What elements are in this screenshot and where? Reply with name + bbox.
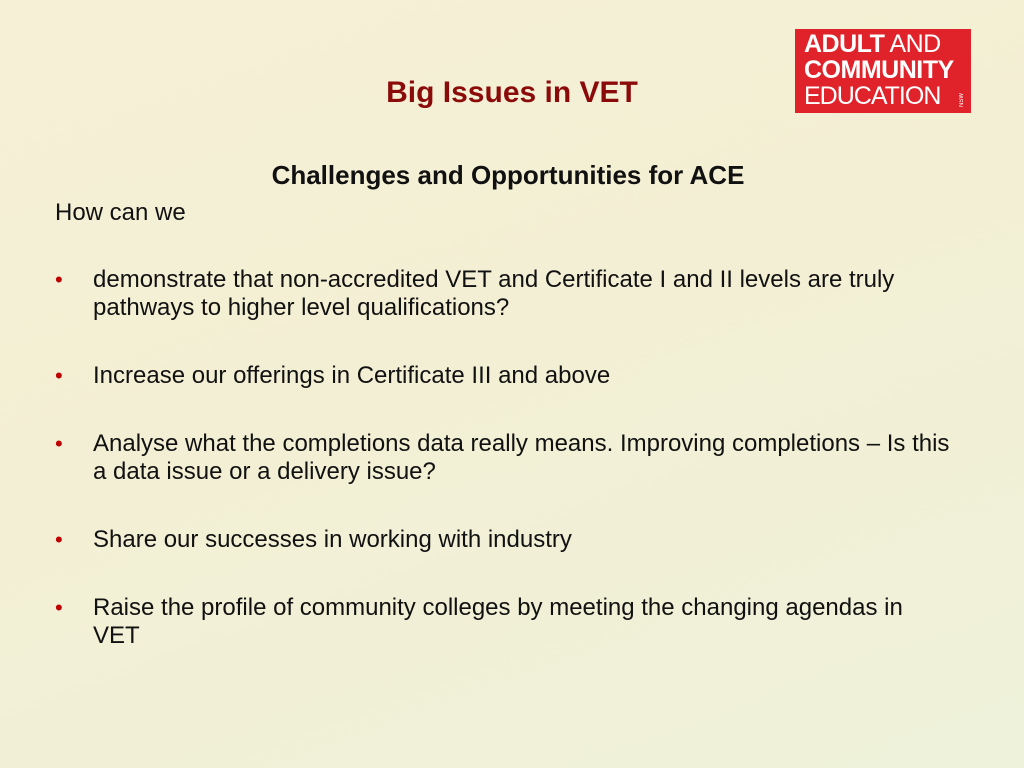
bullet-icon: • <box>55 431 63 456</box>
logo-word-and: AND <box>889 30 941 58</box>
bullet-item <box>55 266 955 322</box>
logo-word-education: EDUCATION <box>804 82 941 110</box>
bullet-list <box>55 266 955 690</box>
logo-word-community: COMMUNITY <box>804 56 954 84</box>
bullet-text: demonstrate that non-accredited VET and Certificate I and II levels are truly pathways to higher level qualifications? <box>93 266 895 321</box>
bullet-icon: • <box>55 267 63 292</box>
logo-state: NSW <box>959 93 965 107</box>
intro-text: How can we <box>55 199 186 226</box>
bullet-icon: • <box>55 527 63 552</box>
logo-word-adult: ADULT <box>804 30 885 58</box>
bullet-text: Share our successes in working with industry <box>93 526 572 553</box>
bullet-text: Raise the profile of community colleges by meeting the changing agendas in VET <box>93 594 903 649</box>
bullet-item <box>55 526 955 554</box>
slide-title: Big Issues in VET <box>386 76 638 109</box>
bullet-icon: • <box>55 363 63 388</box>
slide-subtitle: Challenges and Opportunities for ACE <box>271 160 745 190</box>
bullet-item <box>55 362 955 390</box>
bullet-item <box>55 594 955 650</box>
bullet-item <box>55 430 955 486</box>
bullet-icon: • <box>55 595 63 620</box>
bullet-text: Analyse what the completions data really means. Improving completions – Is this a data issue or a delivery issue? <box>93 430 950 485</box>
bullet-text: Increase our offerings in Certificate III and above <box>93 362 611 389</box>
